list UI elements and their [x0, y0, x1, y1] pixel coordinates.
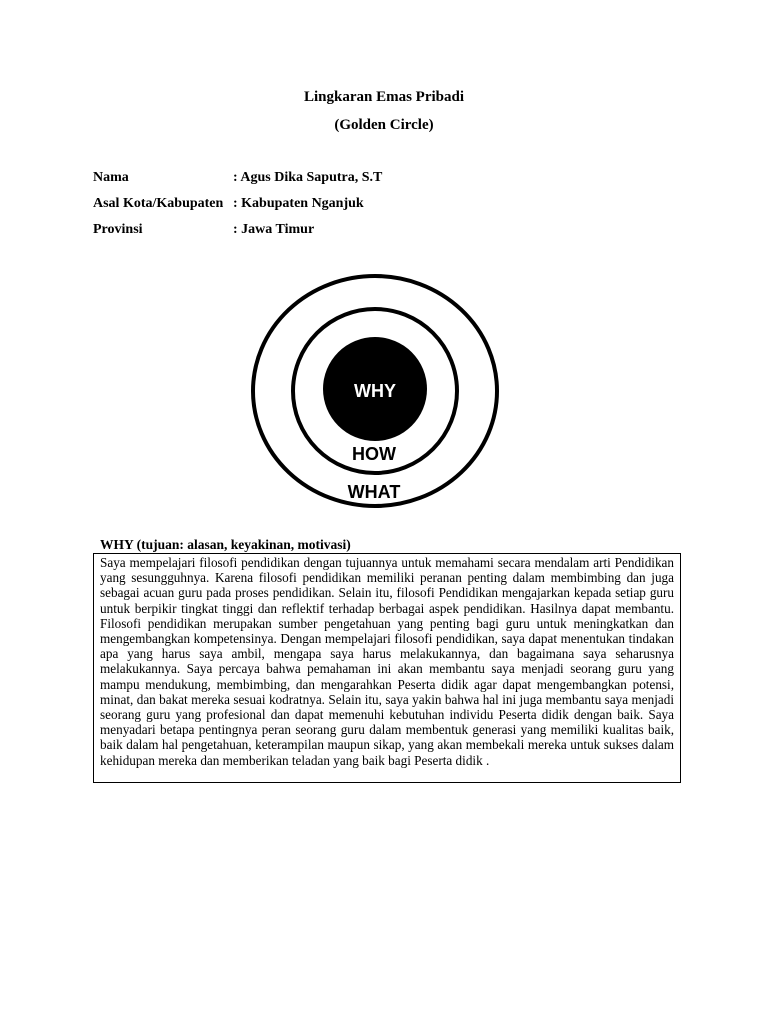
why-text-box: Saya mempelajari filosofi pendidikan dengan tujuannya untuk memahami secara mendalam arti Pendidikan yang sesungguhnya. Karena filosofi pendidikan memiliki peranan penting dalam membimbing dan juga sebagai acuan guru pada proses pendidikan. Selain itu, filosofi Pendidikan mengajarkan kepada setiap guru untuk berpikir tingkat tinggi dan reflektif terhadap berbagai aspek pendidikan. Hasilnya dapat membantu. Filosofi pendidikan merupakan sumber pengetahuan yang penting bagi guru untuk meningkatkan dan mengembangkan kompetensinya. Dengan mempelajari filosofi pendidikan, saya dapat menentukan tindakan apa yang harus saya ambil, mengapa saya harus melakukannya, dan bagaimana saya seharusnya melakukannya. Saya percaya bahwa pemahaman ini akan membantu saya menjadi seorang guru yang mampu mendukung, membimbing, dan mengarahkan Peserta didik agar dapat mengembangkan potensi, minat, dan bakat mereka sesuai kodratnya. Selain itu, saya yakin bahwa hal ini juga membantu saya menjadi seorang guru yang profesional dan dapat memenuhi kebutuhan individu Peserta didik dengan baik. Saya menyadari betapa pentingnya peran seorang guru dalam membentuk generasi yang memiliki kualitas baik, baik dalam hal pengetahuan, keterampilan maupun sikap, yang akan membekali mereka untuk sukses dalam kehidupan mereka dan memberikan teladan yang baik bagi Peserta didik . [93, 553, 681, 783]
province-value: : Jawa Timur [233, 222, 315, 237]
city-label: Asal Kota/Kabupaten [93, 196, 224, 211]
province-label: Provinsi [93, 222, 143, 237]
document-title: Lingkaran Emas Pribadi [303, 89, 465, 105]
what-label: WHAT [347, 482, 401, 502]
name-value: : Agus Dika Saputra, S.T [233, 170, 383, 185]
city-value: : Kabupaten Nganjuk [233, 196, 364, 211]
province-row [93, 221, 314, 239]
why-section-heading: WHY (tujuan: alasan, keyakinan, motivasi) [100, 537, 351, 552]
golden-circle-diagram [250, 273, 500, 509]
how-label: HOW [352, 444, 396, 464]
name-label: Nama [93, 170, 129, 185]
city-row [93, 195, 364, 213]
name-row [93, 169, 382, 187]
document-subtitle: (Golden Circle) [334, 117, 434, 133]
why-label: WHY [354, 381, 396, 401]
